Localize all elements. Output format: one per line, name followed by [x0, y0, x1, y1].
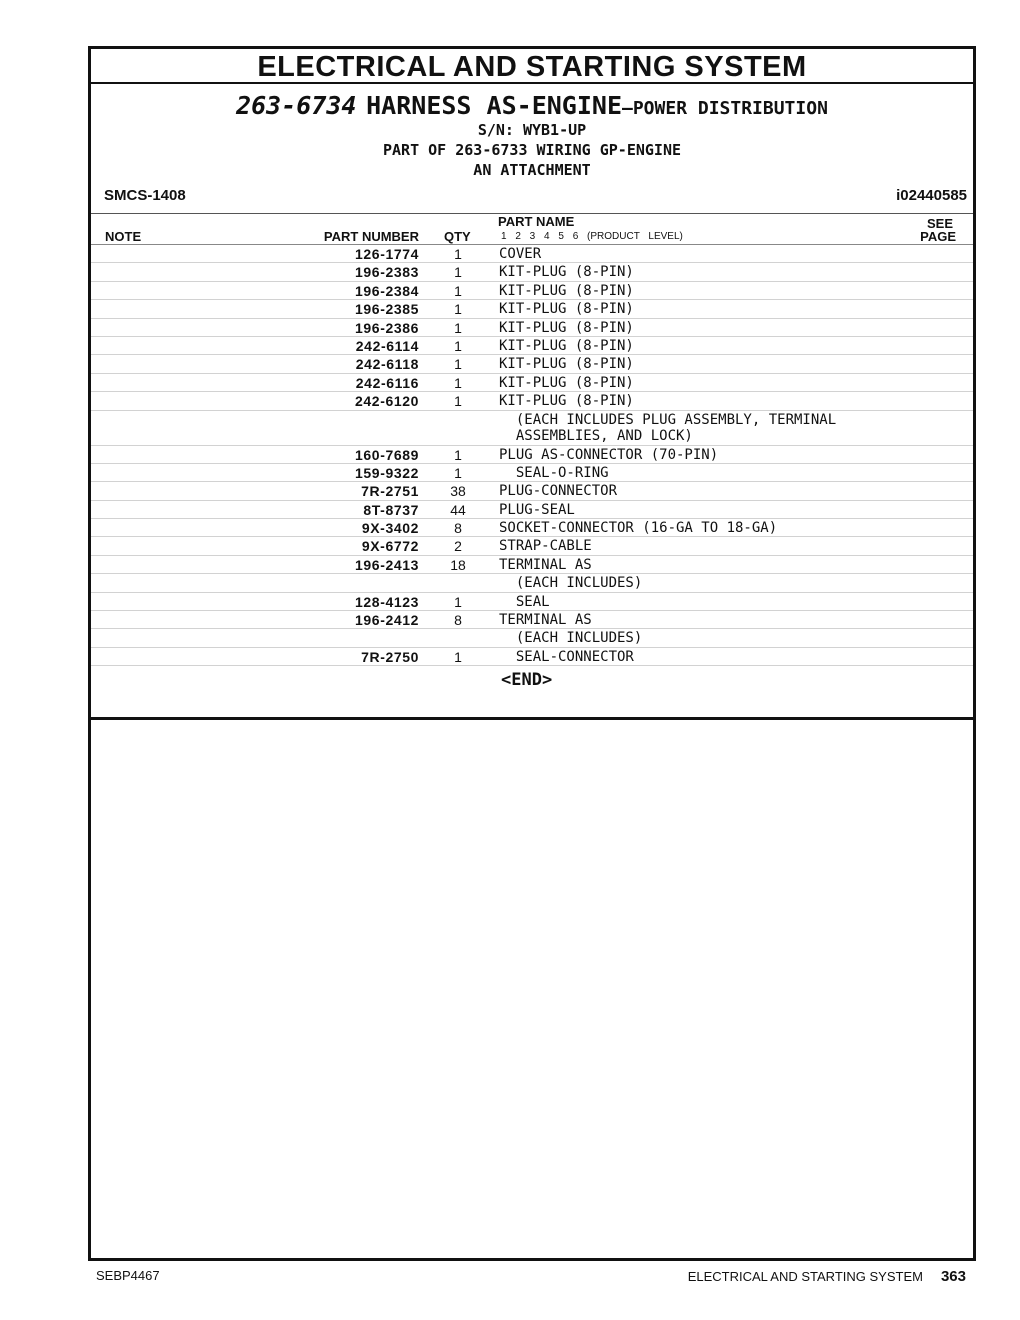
part-header [91, 92, 973, 180]
qty-cell: 38 [450, 483, 466, 500]
part-number-cell: 128-4123 [355, 593, 419, 610]
document-id: i02440585 [896, 187, 967, 204]
table-row [91, 337, 973, 355]
table-row-note [91, 411, 973, 446]
part-name-cell: KIT-PLUG (8-PIN) [499, 319, 634, 336]
qty-cell: 8 [454, 612, 462, 629]
smcs-code: SMCS-1408 [104, 187, 186, 204]
table-row [91, 355, 973, 373]
table-row [91, 629, 973, 647]
table-row [91, 482, 973, 500]
part-number-cell: 9X-6772 [361, 538, 419, 555]
table-row [91, 519, 973, 537]
qty-cell: 1 [454, 319, 462, 336]
header-part-name: HARNESS AS-ENGINE [366, 91, 622, 120]
part-number-cell: 7R-2750 [361, 648, 419, 665]
part-number-cell: 196-2383 [355, 264, 419, 281]
table-row [91, 611, 973, 629]
part-name-cell: SOCKET-CONNECTOR (16-GA TO 18-GA) [499, 520, 778, 537]
table-row [91, 537, 973, 555]
part-name-cell: PLUG AS-CONNECTOR (70-PIN) [499, 446, 719, 463]
qty-cell: 18 [450, 556, 466, 573]
qty-cell: 1 [454, 464, 462, 481]
part-name-cell: PLUG-CONNECTOR [499, 483, 618, 500]
table-row [91, 574, 973, 592]
part-number-cell: 242-6116 [355, 374, 419, 391]
table-row [91, 464, 973, 482]
qty-cell: 1 [454, 393, 462, 410]
part-name-cell: TERMINAL AS [499, 612, 592, 629]
table-row [91, 319, 973, 337]
table-row [91, 392, 973, 410]
header-part-number: 263-6734 [236, 91, 357, 120]
part-number-cell: 242-6114 [355, 337, 419, 354]
part-number-cell: 126-1774 [355, 246, 419, 262]
col-part-number: PART NUMBER [323, 229, 419, 244]
qty-cell: 1 [454, 446, 462, 463]
part-name-cell: KIT-PLUG (8-PIN) [499, 356, 634, 373]
table-row [91, 263, 973, 281]
part-name-cell: SEAL [499, 593, 550, 610]
part-name-cell: (EACH INCLUDES PLUG ASSEMBLY, TERMINAL ASSEMBLIES, AND LOCK) [515, 411, 837, 444]
col-note: NOTE [105, 229, 142, 244]
qty-cell: 1 [454, 648, 462, 665]
part-name-cell: KIT-PLUG (8-PIN) [499, 282, 634, 299]
table-row [91, 593, 973, 611]
part-number-cell: 9X-3402 [361, 520, 419, 537]
part-name-cell: TERMINAL AS [499, 556, 592, 573]
smcs-row [91, 187, 973, 207]
part-number-cell: 196-2386 [355, 319, 419, 336]
footer-right [688, 1268, 966, 1285]
part-number-cell: 160-7689 [355, 446, 419, 463]
qty-cell: 1 [454, 337, 462, 354]
qty-cell: 1 [454, 374, 462, 391]
table-row [91, 300, 973, 318]
footer-section: ELECTRICAL AND STARTING SYSTEM [687, 1269, 923, 1284]
table-row [91, 446, 973, 464]
parts-table [91, 244, 973, 666]
table-row [91, 374, 973, 392]
page-frame [88, 46, 976, 1261]
section-title: ELECTRICAL AND STARTING SYSTEM [91, 49, 973, 84]
table-row [91, 245, 973, 263]
part-number-cell: 7R-2751 [361, 483, 419, 500]
qty-cell: 2 [454, 538, 462, 555]
part-number-cell: 196-2413 [355, 556, 419, 573]
header-dash: — [622, 98, 633, 119]
part-name-cell: COVER [499, 246, 542, 262]
qty-cell: 8 [454, 520, 462, 537]
page-number: 363 [940, 1268, 966, 1285]
qty-cell: 44 [450, 501, 466, 518]
part-number-cell: 8T-8737 [363, 501, 419, 518]
part-name-cell: STRAP-CABLE [499, 538, 592, 555]
table-row [91, 648, 973, 666]
part-name-cell: KIT-PLUG (8-PIN) [499, 264, 634, 281]
part-name-cell: (EACH INCLUDES) [499, 630, 643, 647]
col-see: SEE [926, 216, 953, 231]
part-name-cell: (EACH INCLUDES) [499, 575, 643, 592]
qty-cell: 1 [454, 593, 462, 610]
header-line [91, 92, 973, 120]
col-product-level: 1 2 3 4 5 6 (PRODUCT LEVEL) [501, 231, 683, 242]
table-row [91, 501, 973, 519]
column-header [91, 213, 973, 244]
header-subtitle: POWER DISTRIBUTION [632, 98, 828, 119]
col-page: PAGE [920, 229, 956, 244]
section-divider [91, 717, 973, 720]
qty-cell: 1 [454, 301, 462, 318]
part-name-cell: KIT-PLUG (8-PIN) [499, 374, 634, 391]
part-name-cell: PLUG-SEAL [499, 501, 575, 518]
part-name-cell: SEAL-CONNECTOR [499, 648, 634, 665]
part-number-cell: 196-2384 [355, 282, 419, 299]
part-number-cell: 196-2385 [355, 301, 419, 318]
part-of-line: PART OF 263-6733 WIRING GP-ENGINE [382, 141, 681, 159]
part-number-cell: 159-9322 [355, 464, 419, 481]
part-name-cell: SEAL-O-RING [499, 464, 609, 481]
col-part-name: PART NAME [498, 214, 575, 229]
qty-cell: 1 [454, 282, 462, 299]
table-row [91, 282, 973, 300]
end-marker: <END> [501, 670, 553, 690]
attachment-line: AN ATTACHMENT [473, 161, 591, 179]
part-name-cell: KIT-PLUG (8-PIN) [499, 393, 634, 410]
col-qty: QTY [444, 229, 471, 244]
part-name-cell: KIT-PLUG (8-PIN) [499, 337, 634, 354]
qty-cell: 1 [454, 264, 462, 281]
qty-cell: 1 [454, 246, 462, 262]
serial-number: S/N: WYB1-UP [477, 121, 587, 139]
part-number-cell: 242-6118 [355, 356, 419, 373]
part-number-cell: 196-2412 [355, 612, 419, 629]
part-number-cell: 242-6120 [355, 393, 419, 410]
qty-cell: 1 [454, 356, 462, 373]
footer-doc-number: SEBP4467 [96, 1268, 160, 1283]
table-row [91, 556, 973, 574]
part-name-cell: KIT-PLUG (8-PIN) [499, 301, 634, 318]
